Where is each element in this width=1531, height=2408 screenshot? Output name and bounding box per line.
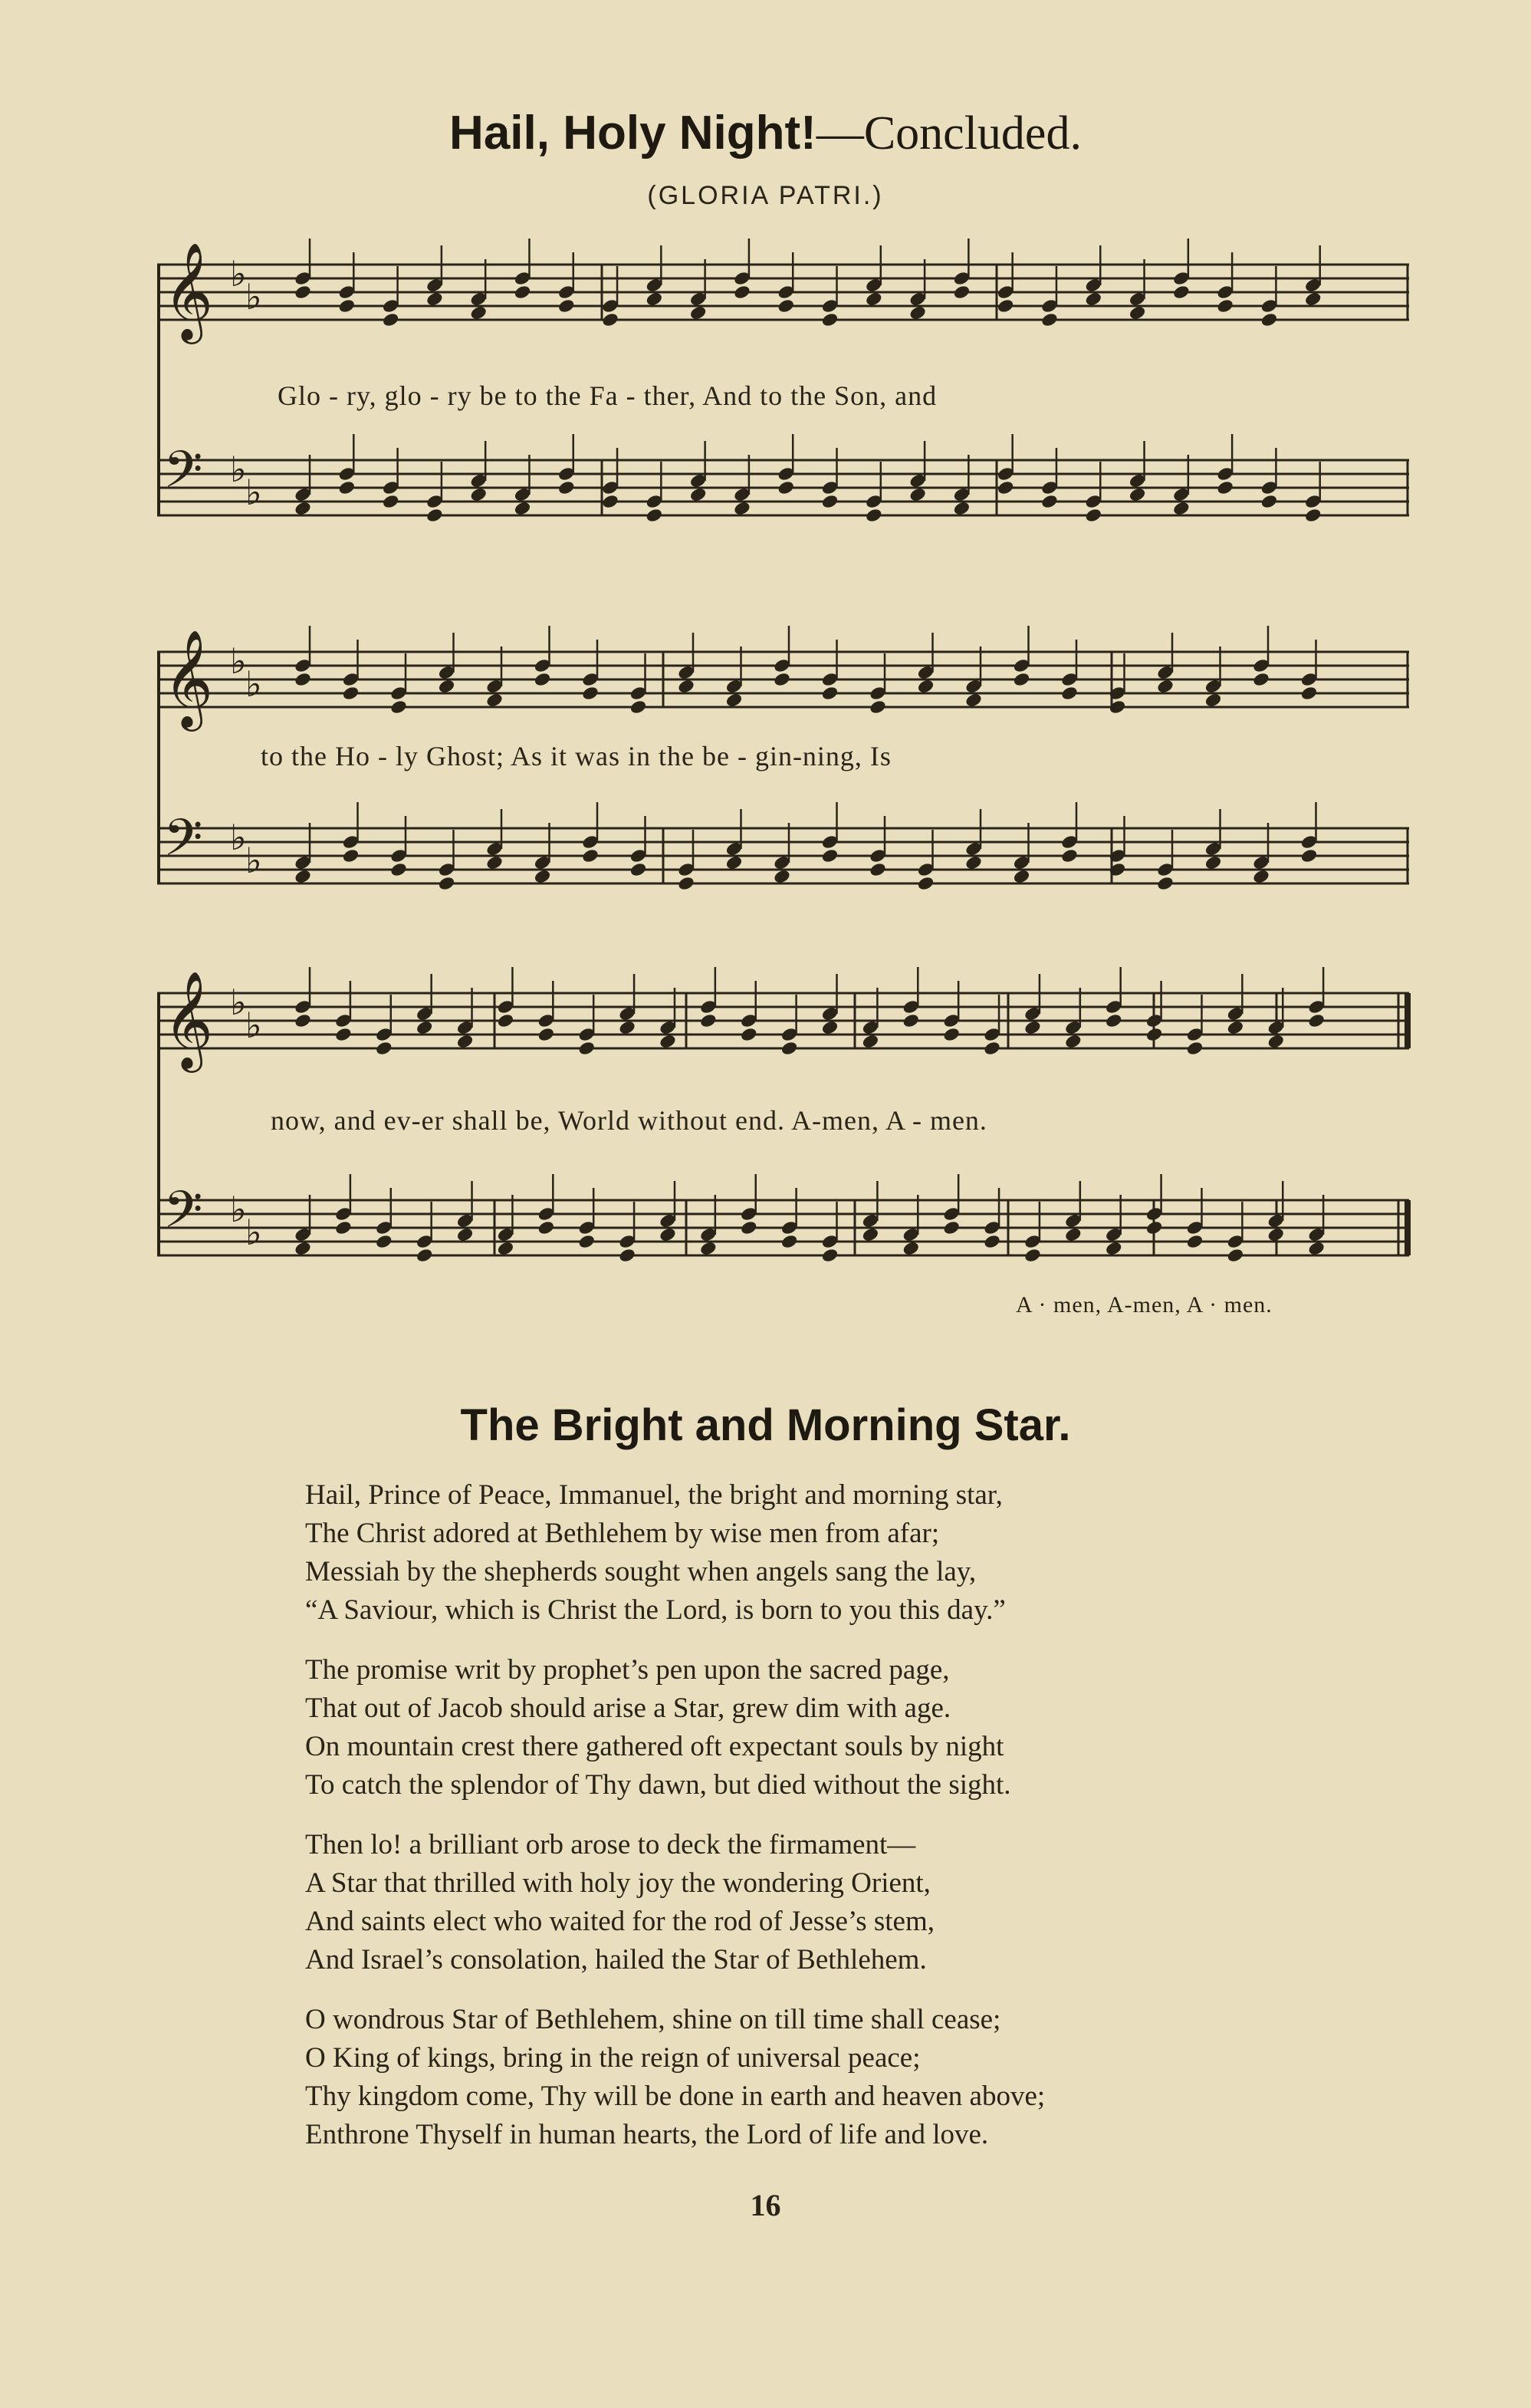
notehead — [1084, 291, 1102, 307]
notehead — [1023, 1019, 1042, 1035]
poem-line: Then lo! a brilliant orb arose to deck the firmament— — [305, 1829, 916, 1860]
notehead — [537, 1219, 555, 1235]
notehead — [334, 1026, 353, 1042]
notehead — [773, 868, 791, 884]
notehead — [1204, 854, 1222, 870]
lyrics-line-3: now, and ev-er shall be, World without end. A-men, A - men. — [271, 1105, 987, 1136]
poem-line: Messiah by the shepherds sought when angels sang the lay, — [305, 1556, 977, 1587]
flat-icon: ♭ — [230, 1189, 247, 1230]
notehead — [1156, 875, 1175, 891]
notehead — [820, 1247, 839, 1263]
notehead — [997, 479, 1015, 495]
poem-line: The promise writ by prophet’s pen upon the sacred page, — [305, 1654, 950, 1686]
bass-clef-icon: 𝄢 — [163, 1180, 203, 1252]
stanza-1 — [305, 1476, 1340, 1630]
notehead — [861, 1033, 879, 1049]
notehead — [601, 493, 619, 509]
notehead — [865, 291, 883, 307]
poem-line: “A Saviour, which is Christ the Lord, is born to you this day.” — [305, 1594, 1006, 1626]
hymn-title — [0, 106, 1531, 161]
notehead — [820, 685, 839, 701]
poem-line: To catch the splendor of Thy dawn, but died without the sight. — [305, 1769, 1011, 1801]
notehead — [1204, 692, 1222, 708]
notehead — [820, 311, 839, 327]
notehead — [1040, 493, 1059, 509]
notehead — [780, 1233, 799, 1249]
flat-icon: ♭ — [245, 276, 262, 317]
poem-line: And saints elect who waited for the rod of Jesse’s stem, — [305, 1906, 935, 1937]
poem-line: Enthrone Thyself in human hearts, the Lord of life and love. — [305, 2119, 989, 2150]
poem-line: And Israel’s consolation, hailed the Star of Bethlehem. — [305, 1944, 927, 1975]
notehead — [485, 692, 504, 708]
notehead — [334, 1219, 353, 1235]
notehead — [382, 311, 400, 327]
notehead — [425, 507, 444, 523]
notehead — [1012, 868, 1030, 884]
notehead — [777, 479, 795, 495]
notehead — [577, 1233, 596, 1249]
notehead — [677, 875, 695, 891]
notehead — [437, 678, 455, 694]
music-system-3 — [157, 966, 1411, 1334]
notehead — [916, 678, 935, 694]
notehead — [425, 291, 444, 307]
music-system-1 — [157, 238, 1411, 560]
notehead — [740, 1219, 758, 1235]
notehead — [389, 699, 408, 715]
poem-line: Hail, Prince of Peace, Immanuel, the bright and morning star, — [305, 1479, 1003, 1511]
treble-clef-icon: 𝄞 — [163, 970, 214, 1068]
notehead — [733, 500, 751, 516]
notehead — [1060, 847, 1079, 864]
notehead — [341, 685, 360, 701]
hymn-subtitle: (GLORIA PATRI.) — [647, 181, 884, 210]
notehead — [382, 493, 400, 509]
notehead — [416, 1019, 434, 1035]
notehead — [1012, 671, 1030, 687]
notehead — [645, 507, 663, 523]
notehead — [1260, 311, 1278, 327]
flat-icon: ♭ — [245, 1005, 262, 1046]
flat-icon: ♭ — [245, 840, 262, 881]
notehead — [469, 486, 488, 502]
treble-clef-icon: 𝄞 — [163, 242, 214, 340]
lyrics-line-2: to the Ho - ly Ghost; As it was in the be - gin-ning, Is — [261, 741, 892, 771]
notehead — [1156, 678, 1175, 694]
poem-line: On mountain crest there gathered oft expectant souls by night — [305, 1731, 1004, 1762]
notehead — [456, 1226, 475, 1242]
notehead — [1172, 284, 1191, 300]
notehead — [908, 486, 927, 502]
notehead — [1172, 500, 1191, 516]
notehead — [533, 868, 551, 884]
notehead — [1252, 868, 1270, 884]
notehead — [724, 692, 743, 708]
stanza-3 — [305, 1826, 1340, 1979]
bass-clef-icon: 𝄢 — [163, 440, 203, 512]
notehead — [416, 1247, 434, 1263]
notehead — [389, 861, 408, 877]
notehead — [659, 1033, 677, 1049]
notehead — [997, 298, 1015, 314]
notehead — [1304, 507, 1322, 523]
bass-amen-lyrics: A · men, A-men, A · men. — [1016, 1292, 1273, 1317]
notehead — [1185, 1233, 1204, 1249]
stanza-4 — [305, 2001, 1340, 2154]
notehead — [557, 479, 576, 495]
notehead — [1299, 847, 1318, 864]
notehead — [861, 1226, 879, 1242]
notehead — [964, 692, 983, 708]
flat-icon: ♭ — [230, 449, 247, 490]
notehead — [294, 868, 312, 884]
poem-title: The Bright and Morning Star. — [460, 1400, 1071, 1450]
notehead — [618, 1247, 636, 1263]
notehead — [942, 1026, 961, 1042]
notehead — [1307, 1012, 1326, 1028]
flat-icon: ♭ — [230, 817, 247, 858]
notehead — [952, 500, 971, 516]
notehead — [618, 1019, 636, 1035]
notehead — [916, 875, 935, 891]
notehead — [581, 847, 600, 864]
notehead — [659, 1226, 677, 1242]
notehead — [983, 1040, 1001, 1056]
music-system-2 — [157, 625, 1411, 947]
notehead — [902, 1012, 920, 1028]
notehead — [294, 1012, 312, 1028]
notehead — [601, 311, 619, 327]
notehead — [1129, 486, 1147, 502]
notehead — [469, 304, 488, 321]
notehead — [820, 493, 839, 509]
poem-line: The Christ adored at Bethlehem by wise men from afar; — [305, 1518, 940, 1549]
notehead — [699, 1240, 718, 1256]
notehead — [1299, 685, 1318, 701]
notehead — [294, 1240, 312, 1256]
notehead — [645, 291, 663, 307]
notehead — [1064, 1033, 1083, 1049]
notehead — [1304, 291, 1322, 307]
notehead — [513, 500, 531, 516]
staff-group-3 — [157, 966, 1411, 1334]
stanza-2 — [305, 1651, 1340, 1804]
poem-line: O wondrous Star of Bethlehem, shine on till time shall cease; — [305, 2004, 1001, 2035]
notehead — [689, 304, 708, 321]
notehead — [1105, 1012, 1123, 1028]
notehead — [629, 699, 647, 715]
flat-icon: ♭ — [230, 982, 247, 1023]
notehead — [337, 298, 356, 314]
notehead — [533, 671, 551, 687]
notehead — [1252, 671, 1270, 687]
notehead — [777, 298, 795, 314]
notehead — [485, 854, 504, 870]
hymn-title-sub: —Concluded. — [816, 107, 1082, 160]
notehead — [1129, 304, 1147, 321]
notehead — [942, 1219, 961, 1235]
notehead — [557, 298, 576, 314]
flat-icon: ♭ — [245, 663, 262, 705]
notehead — [496, 1012, 514, 1028]
notehead — [294, 284, 312, 300]
notehead — [1216, 298, 1234, 314]
notehead — [341, 847, 360, 864]
hymn-title-main: Hail, Holy Night! — [449, 107, 816, 160]
notehead — [1260, 493, 1278, 509]
poem-line: O King of kings, bring in the reign of universal peace; — [305, 2042, 921, 2074]
notehead — [820, 1019, 839, 1035]
notehead — [1307, 1240, 1326, 1256]
notehead — [733, 284, 751, 300]
notehead — [869, 861, 887, 877]
poem-line: That out of Jacob should arise a Star, grew dim with age. — [305, 1693, 951, 1724]
notehead — [1216, 479, 1234, 495]
page-number: 16 — [750, 2188, 781, 2222]
notehead — [780, 1040, 799, 1056]
notehead — [1040, 311, 1059, 327]
notehead — [1084, 507, 1102, 523]
notehead — [773, 671, 791, 687]
flat-icon: ♭ — [245, 472, 262, 513]
flat-icon: ♭ — [230, 253, 247, 294]
notehead — [496, 1240, 514, 1256]
notehead — [629, 861, 647, 877]
notehead — [908, 304, 927, 321]
notehead — [577, 1040, 596, 1056]
notehead — [869, 699, 887, 715]
notehead — [983, 1233, 1001, 1249]
notehead — [294, 671, 312, 687]
notehead — [820, 847, 839, 864]
notehead — [294, 500, 312, 516]
notehead — [1064, 1226, 1083, 1242]
notehead — [724, 854, 743, 870]
notehead — [740, 1026, 758, 1042]
notehead — [1023, 1247, 1042, 1263]
notehead — [1105, 1240, 1123, 1256]
notehead — [1185, 1040, 1204, 1056]
notehead — [699, 1012, 718, 1028]
notehead — [513, 284, 531, 300]
treble-clef-icon: 𝄞 — [163, 629, 214, 727]
flat-icon: ♭ — [230, 640, 247, 682]
poem-body — [305, 1476, 1340, 2176]
notehead — [1226, 1019, 1244, 1035]
notehead — [375, 1233, 393, 1249]
notehead — [1226, 1247, 1244, 1263]
notehead — [1060, 685, 1079, 701]
bass-clef-icon: 𝄢 — [163, 808, 203, 880]
notehead — [865, 507, 883, 523]
flat-icon: ♭ — [245, 1212, 262, 1253]
notehead — [375, 1040, 393, 1056]
notehead — [581, 685, 600, 701]
notehead — [437, 875, 455, 891]
lyrics-line-1: Glo - ry, glo - ry be to the Fa - ther, And to the Son, and — [278, 380, 938, 411]
notehead — [537, 1026, 555, 1042]
notehead — [337, 479, 356, 495]
poem-line: A Star that thrilled with holy joy the wondering Orient, — [305, 1867, 931, 1899]
notehead — [964, 854, 983, 870]
poem-line: Thy kingdom come, Thy will be done in earth and heaven above; — [305, 2081, 1046, 2112]
notehead — [689, 486, 708, 502]
staff-group-2 — [157, 625, 1411, 947]
notehead — [677, 678, 695, 694]
notehead — [456, 1033, 475, 1049]
notehead — [952, 284, 971, 300]
notehead — [902, 1240, 920, 1256]
